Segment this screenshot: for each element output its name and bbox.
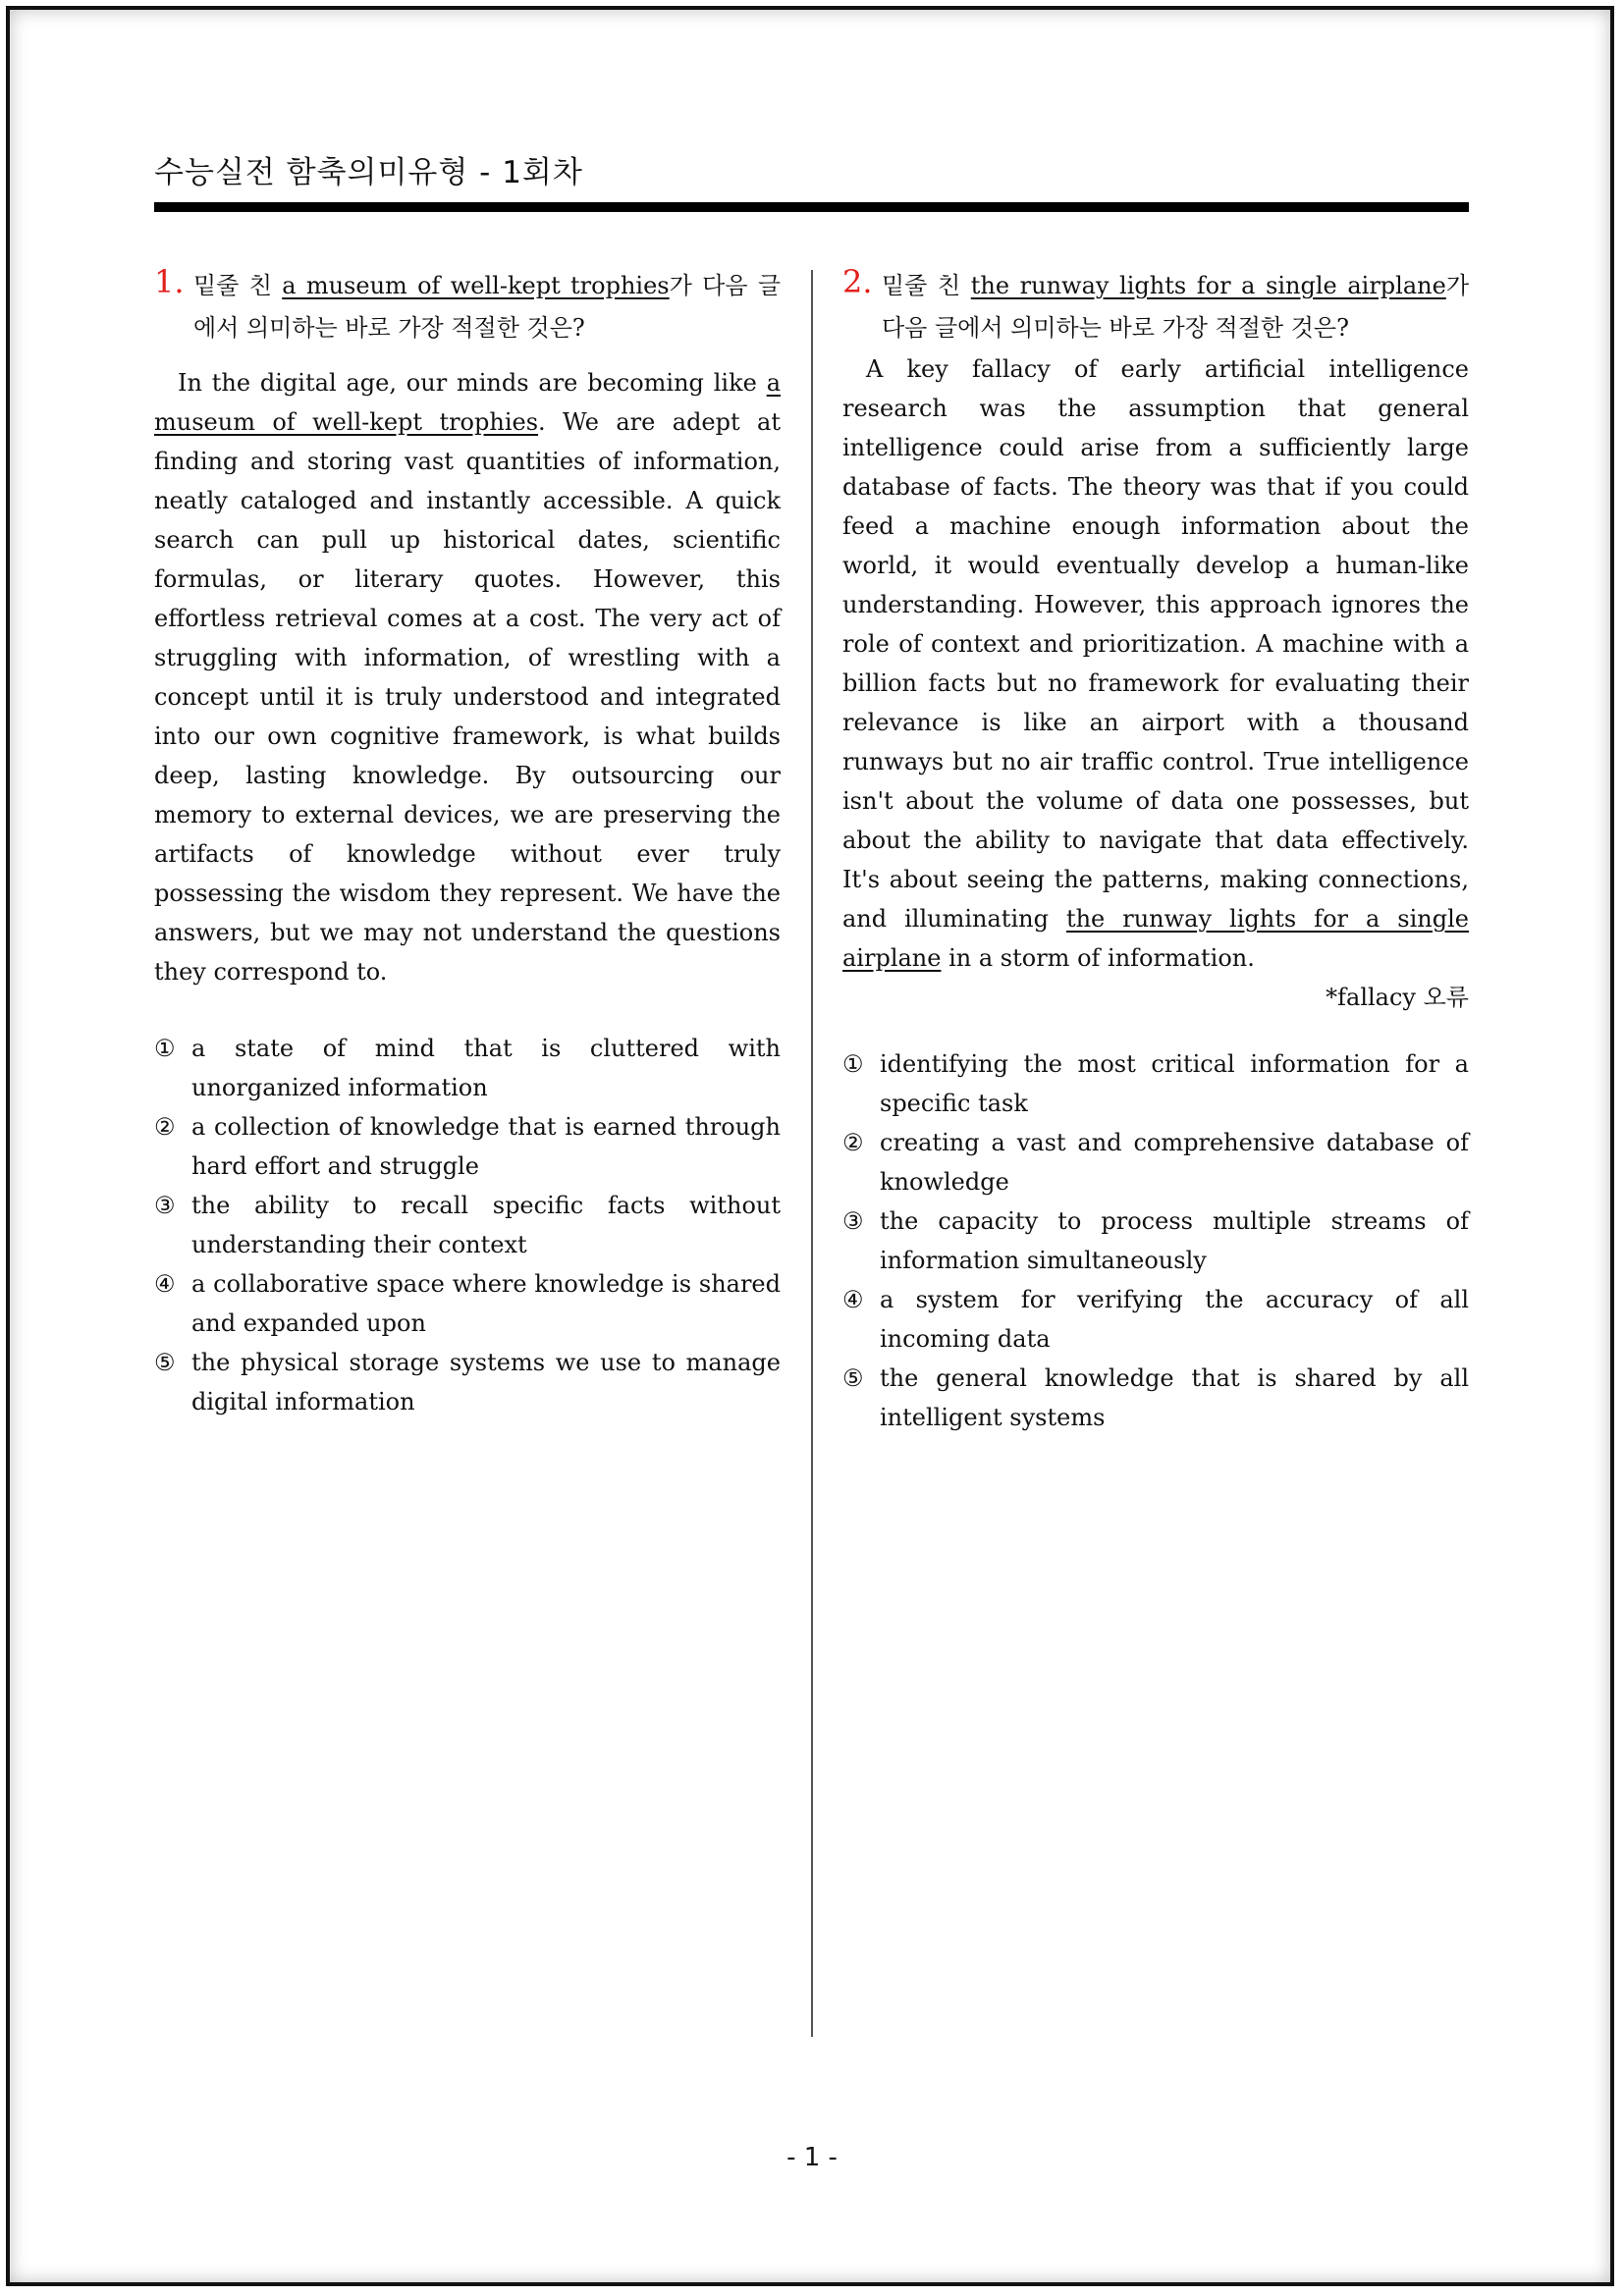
- question-1-option-3[interactable]: [154, 1186, 781, 1264]
- question-1-passage-before: In the digital age, our minds are becoming like: [178, 369, 767, 397]
- question-1-prompt-after: 가 다음 글에서 의미하는 바로 가장 적절한 것은?: [193, 272, 782, 342]
- question-2-option-2[interactable]: [842, 1123, 1469, 1201]
- option-text: a collaborative space where knowledge is shared and expanded upon: [191, 1270, 781, 1337]
- question-2-passage-before: A key fallacy of early artificial intelligence research was the assumption that general intelligence could arise from a sufficiently large database of facts. The theory was that if you could feed a machine enough information about the world, it would eventually develop a human-like understanding. However, this approach ignores the role of context and prioritization. A machine with a billion facts but no framework for evaluating their relevance is like an airport with a thousand runways but no air traffic control. True intelligence isn't about the volume of data one possesses, but about the ability to navigate that data effectively. It's about seeing the patterns, making connections, and illuminating: [842, 355, 1469, 933]
- option-marker: ③: [154, 1192, 176, 1219]
- question-1-option-5[interactable]: [154, 1343, 781, 1421]
- option-marker: ②: [842, 1129, 864, 1156]
- column-divider: [811, 270, 813, 2037]
- option-text: a collection of knowledge that is earned through hard effort and struggle: [191, 1113, 781, 1180]
- question-1-passage-after: . We are adept at finding and storing vast quantities of information, neatly cataloged and instantly accessible. A quick search can pull up historical dates, scientific formulas, or literary quotes. However, this effortless retrieval comes at a cost. The very act of struggling with information, of wrestling with a concept until it is truly understood and integrated into our own cognitive framework, is what builds deep, lasting knowledge. By outsourcing our memory to external devices, we are preserving the artifacts of knowledge without ever truly possessing the wisdom they represent. We have the answers, but we may not understand the questions they correspond to.: [154, 408, 781, 986]
- question-2-options: [842, 1044, 1469, 1437]
- question-2-option-4[interactable]: [842, 1280, 1469, 1359]
- question-1-passage: [154, 363, 781, 991]
- question-2-option-1[interactable]: [842, 1044, 1469, 1123]
- option-marker: ⑤: [154, 1349, 176, 1376]
- question-2-prompt-after: 가 다음 글에서 의미하는 바로 가장 적절한 것은?: [882, 272, 1470, 342]
- header-rule: [154, 202, 1469, 212]
- option-text: the capacity to process multiple streams of information simultaneously: [880, 1207, 1469, 1274]
- question-1-passage-underlined: a museum of well-kept trophies: [154, 369, 781, 436]
- question-2-passage-underlined: the runway lights for a single airplane: [842, 905, 1469, 972]
- question-2-column: [842, 265, 1469, 1437]
- question-1-number: 1.: [154, 263, 185, 300]
- question-2-footnote: *fallacy 오류: [1326, 984, 1469, 1011]
- question-2-passage: [842, 349, 1469, 978]
- option-marker: ⑤: [842, 1364, 864, 1392]
- page-number: - 1 -: [786, 2143, 838, 2172]
- option-text: a state of mind that is cluttered with unorganized information: [191, 1035, 781, 1101]
- question-1-option-4[interactable]: [154, 1264, 781, 1343]
- option-text: creating a vast and comprehensive database of knowledge: [880, 1129, 1469, 1196]
- option-text: the ability to recall specific facts without understanding their context: [191, 1192, 781, 1258]
- question-1-option-1[interactable]: [154, 1029, 781, 1107]
- option-text: identifying the most critical information for a specific task: [880, 1050, 1469, 1117]
- question-2-passage-after: in a storm of information.: [941, 944, 1255, 972]
- question-1-prompt-underlined: a museum of well-kept trophies: [282, 272, 670, 299]
- question-2-prompt-before: 밑줄 친: [882, 272, 971, 299]
- question-2-number: 2.: [842, 263, 873, 300]
- question-1-option-2[interactable]: [154, 1107, 781, 1186]
- option-marker: ③: [842, 1207, 864, 1235]
- question-2-prompt: [842, 265, 1469, 349]
- question-1-options: [154, 1029, 781, 1421]
- page-title: 수능실전 함축의미유형 - 1회차: [154, 155, 583, 190]
- question-1-column: [154, 265, 781, 1421]
- question-1-prompt: [154, 265, 781, 349]
- option-marker: ①: [842, 1050, 864, 1078]
- option-text: a system for verifying the accuracy of all incoming data: [880, 1286, 1469, 1353]
- option-text: the physical storage systems we use to manage digital information: [191, 1349, 781, 1415]
- option-text: the general knowledge that is shared by all intelligent systems: [880, 1364, 1469, 1431]
- option-marker: ①: [154, 1035, 176, 1062]
- option-marker: ④: [154, 1270, 176, 1298]
- question-2-option-3[interactable]: [842, 1201, 1469, 1280]
- option-marker: ④: [842, 1286, 864, 1313]
- question-2-prompt-underlined: the runway lights for a single airplane: [970, 272, 1446, 299]
- question-2-option-5[interactable]: [842, 1359, 1469, 1437]
- option-marker: ②: [154, 1113, 176, 1141]
- question-1-prompt-before: 밑줄 친: [193, 272, 283, 299]
